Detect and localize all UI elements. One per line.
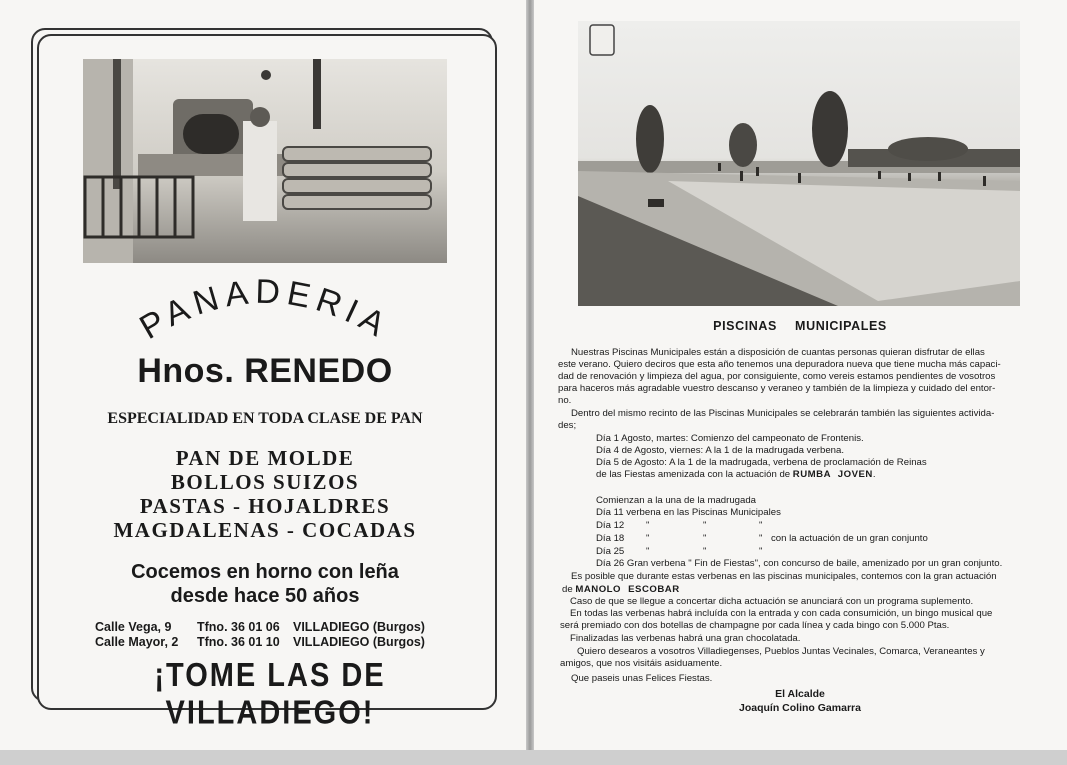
article-line: Que paseis unas Felices Fiestas.	[571, 673, 713, 684]
article-line: dad de renovación y limpieza del agua, por consiguiente, como vereis estamos pendientes de vosotros	[558, 371, 996, 382]
schedule-line: Día 1 Agosto, martes: Comienzo del campeonato de Frontenis.	[596, 433, 864, 444]
bakery-oven-photo	[83, 59, 447, 263]
cooking-line: desde hace 50 años	[170, 585, 360, 607]
ad-slogan: ¡TOME LAS DE VILLADIEGO!	[154, 657, 386, 732]
article-line: Quiero desearos a vosotros Villadiegenses, Pueblos Juntas Vecinales, Comarca, Veraneantes y	[577, 646, 985, 657]
article-line: Nuestras Piscinas Municipales están a disposición de cuantas personas quieran disfrutar de ellas	[571, 347, 985, 358]
address-phone: Tfno. 36 01 10	[197, 635, 280, 649]
article-line: amigos, que nos visitáis asiduamente.	[560, 658, 723, 669]
signature-title: El Alcalde	[775, 688, 825, 700]
address-town: VILLADIEGO (Burgos)	[293, 635, 425, 649]
ditto-mark: "	[646, 520, 650, 531]
ditto-mark: "	[759, 520, 763, 531]
verbena-day-26: Día 26 Gran verbena " Fin de Fiestas", con concurso de baile, amenizado por un gran conjunto.	[596, 558, 1003, 569]
address-street: Calle Vega, 9	[95, 620, 172, 634]
period: .	[872, 469, 876, 480]
page-gutter	[526, 0, 534, 765]
conjunto-note: con la actuación de un gran conjunto	[771, 533, 928, 544]
ditto-mark: "	[759, 546, 763, 557]
band-manolo-escobar: MANOLO ESCOBAR	[575, 584, 680, 595]
ditto-mark: "	[703, 520, 707, 531]
article-line: Es posible que durante estas verbenas en las piscinas municipales, contemos con la gran actuación	[571, 571, 997, 582]
address-phone: Tfno. 36 01 06	[197, 620, 280, 634]
product-line: MAGDALENAS - COCADAS	[113, 518, 417, 542]
bakery-type-text: PANADERIA	[133, 272, 397, 347]
article-line: En todas las verbenas habrá incluída con la entrada y con cada consumición, un bingo musical que	[570, 608, 993, 619]
svg-text:PANADERIA	[133, 273, 396, 347]
scan-bottom-edge	[0, 750, 1067, 765]
article-line: des;	[558, 420, 577, 431]
bakery-specialty: ESPECIALIDAD EN TODA CLASE DE PAN	[107, 410, 423, 427]
schedule-line-text: de las Fiestas amenizada con la actuación de	[596, 469, 791, 480]
schedule-line: Día 4 de Agosto, viernes: A la 1 de la madrugada verbena.	[596, 445, 845, 456]
verbena-intro: Comienzan a la una de la madrugada	[596, 495, 757, 506]
article-line: Caso de que se llegue a concertar dicha actuación se anunciará con un programa suplemento.	[570, 596, 974, 607]
verbena-day-12: Día 12	[596, 520, 625, 531]
ditto-mark: "	[646, 533, 650, 544]
article-title: PISCINAS MUNICIPALES	[713, 319, 887, 333]
article-line: este verano. Quiero deciros que esta año tenemos una depuradora nueva que tiene mucha más capaci-	[558, 359, 1001, 370]
ditto-mark: "	[759, 533, 763, 544]
bakery-name: Hnos. RENEDO	[137, 352, 393, 390]
ditto-mark: "	[703, 546, 707, 557]
verbena-day-25: Día 25	[596, 546, 625, 557]
word-de: de	[562, 584, 573, 595]
bakery-photo-drawing	[83, 59, 447, 263]
ditto-mark: "	[646, 546, 650, 557]
pool-photo-drawing	[578, 21, 1020, 306]
signature-name: Joaquín Colino Gamarra	[739, 702, 861, 714]
article-line: no.	[558, 395, 572, 406]
product-line: PASTAS - HOJALDRES	[139, 494, 391, 518]
article-line	[562, 584, 680, 596]
article-line: Finalizadas las verbenas habrá una gran chocolatada.	[570, 633, 801, 644]
address-town: VILLADIEGO (Burgos)	[293, 620, 425, 634]
product-line: BOLLOS SUIZOS	[170, 470, 360, 494]
band-rumba-joven: RUMBA JOVEN	[792, 469, 873, 480]
verbena-day-11: Día 11 verbena en las Piscinas Municipales	[596, 507, 781, 518]
article-line: para haceros más agradable vuestro descanso y veraneo y también de la limpieza y cuidado del entor-	[558, 383, 996, 394]
cooking-line: Cocemos en horno con leña	[131, 561, 399, 583]
article-line: será premiado con dos botellas de champagne por cada línea y cada bingo con 5.000 Ptas.	[560, 620, 950, 631]
pool-photo	[578, 21, 1020, 306]
ditto-mark: "	[703, 533, 707, 544]
article-line: Dentro del mismo recinto de las Piscinas Municipales se celebrarán también las siguientes activida-	[571, 408, 995, 419]
schedule-line: Día 5 de Agosto: A la 1 de la madrugada, verbena de proclamación de Reinas	[596, 457, 927, 468]
product-line: PAN DE MOLDE	[175, 446, 355, 470]
crest-icon	[590, 25, 614, 55]
schedule-line	[596, 469, 876, 481]
address-street: Calle Mayor, 2	[95, 635, 179, 649]
verbena-day-18: Día 18	[596, 533, 625, 544]
